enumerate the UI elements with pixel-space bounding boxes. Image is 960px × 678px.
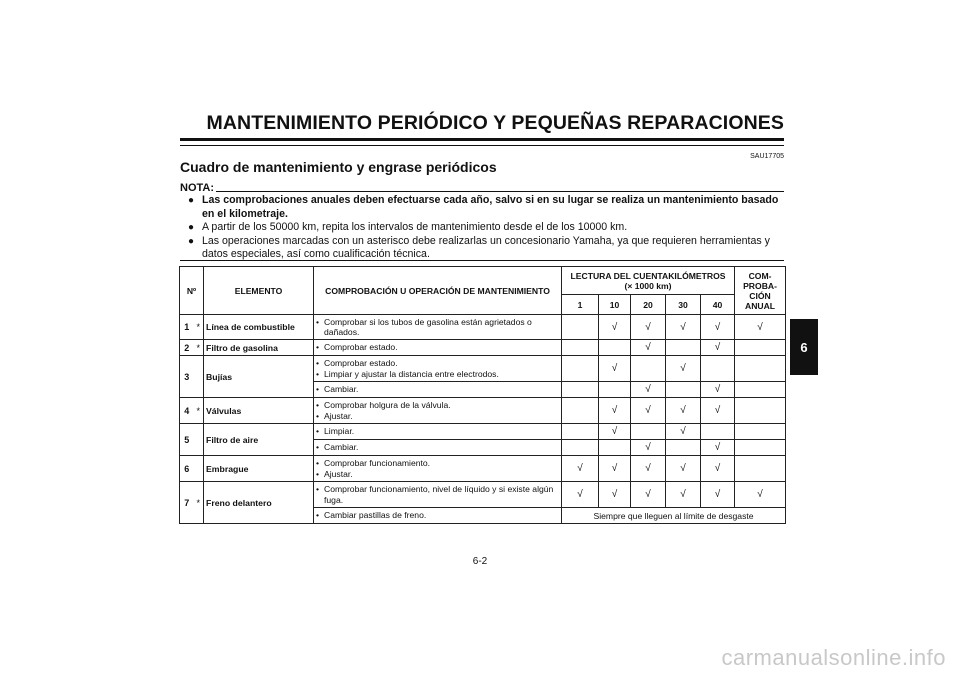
header-km: 40 <box>701 295 735 315</box>
check-mark: √ <box>701 482 735 508</box>
check-mark: √ <box>631 340 666 356</box>
section-title: Cuadro de mantenimiento y engrase periódicos <box>180 159 497 175</box>
check-mark: √ <box>666 356 701 382</box>
bullet-icon: • <box>316 442 320 453</box>
table-row: • Cambiar. √ √ <box>180 440 786 456</box>
section-code: SAU17705 <box>750 153 784 160</box>
check-mark: √ <box>562 456 599 482</box>
table-row: • Cambiar. √ √ <box>180 382 786 398</box>
check-mark: √ <box>631 440 666 456</box>
page-header <box>180 112 784 135</box>
check-mark: √ <box>666 315 701 340</box>
row-element: Bujías <box>204 356 314 398</box>
check-mark: √ <box>599 398 631 424</box>
bullet-icon: • <box>316 510 320 521</box>
check-mark: √ <box>631 382 666 398</box>
table-row: • Cambiar pastillas de freno. Siempre que lleguen al límite de desgaste <box>180 508 786 524</box>
row-element: Filtro de aire <box>204 424 314 456</box>
nota-end-rule <box>180 260 784 261</box>
chapter-tab: 6 <box>790 319 818 375</box>
check-mark: √ <box>701 398 735 424</box>
check-mark: √ <box>631 456 666 482</box>
maintenance-table <box>179 266 786 524</box>
check-mark: √ <box>599 356 631 382</box>
page-number: 6-2 <box>472 556 488 567</box>
nota-rule <box>216 191 784 192</box>
table-row: 1 * Línea de combustible • Comprobar si los tubos de gasolina están agrietados o dañados. √ √ √ √ √ <box>180 315 786 340</box>
check-mark: √ <box>666 456 701 482</box>
check-mark: √ <box>701 440 735 456</box>
check-mark: √ <box>735 315 786 340</box>
header-km: 10 <box>599 295 631 315</box>
row-element: Línea de combustible <box>204 315 314 340</box>
check-mark: √ <box>701 340 735 356</box>
check-mark: √ <box>666 482 701 508</box>
table-row: 4 * Válvulas • Comprobar holgura de la válvula. • Ajustar. √ √ √ √ <box>180 398 786 424</box>
header-operation: COMPROBACIÓN U OPERACIÓN DE MANTENIMIENTO <box>314 267 562 315</box>
header-odometer: LECTURA DEL CUENTAKILÓMETROS (× 1000 km) <box>562 267 735 295</box>
page-title: MANTENIMIENTO PERIÓDICO Y PEQUEÑAS REPARACIONES <box>206 112 784 134</box>
bullet-icon: ● <box>188 195 195 206</box>
header-rule-thin <box>180 145 784 146</box>
bullet-icon: • <box>316 358 320 368</box>
check-mark: √ <box>599 424 631 440</box>
check-mark: √ <box>701 456 735 482</box>
check-mark: √ <box>631 315 666 340</box>
check-mark: √ <box>666 424 701 440</box>
check-mark: √ <box>562 482 599 508</box>
nota-label: NOTA: <box>180 182 215 194</box>
header-element: ELEMENTO <box>204 267 314 315</box>
row-element: Embrague <box>204 456 314 482</box>
bullet-icon: • <box>316 316 320 327</box>
header-km: 1 <box>562 295 599 315</box>
header-rule <box>180 138 784 141</box>
bullet-icon: • <box>316 426 320 437</box>
check-mark: √ <box>599 482 631 508</box>
bullet-icon: • <box>316 410 320 421</box>
bullet-icon: • <box>316 458 320 468</box>
check-mark: √ <box>666 398 701 424</box>
bullet-icon: ● <box>188 222 195 234</box>
bullet-icon: ● <box>188 235 195 247</box>
bullet-icon: • <box>316 484 320 494</box>
wear-limit-note: Siempre que lleguen al límite de desgaste <box>562 508 786 524</box>
header-no: Nº <box>180 267 204 315</box>
watermark: carmanualsonline.info <box>721 645 946 670</box>
check-mark: √ <box>599 456 631 482</box>
nota-item: ● A partir de los 50000 km, repita los intervalos de mantenimiento desde el de los 10000 km. <box>188 221 628 234</box>
bullet-icon: • <box>316 342 320 353</box>
header-annual: COM- PROBA- CIÓN ANUAL <box>735 267 786 315</box>
check-mark: √ <box>701 382 735 398</box>
row-element: Válvulas <box>204 398 314 424</box>
bullet-icon: • <box>316 468 320 479</box>
header-km: 20 <box>631 295 666 315</box>
check-mark: √ <box>631 398 666 424</box>
row-element: Filtro de gasolina <box>204 340 314 356</box>
check-mark: √ <box>701 315 735 340</box>
check-mark: √ <box>735 482 786 508</box>
nota-item: ● Las operaciones marcadas con un asterisco debe realizarlas un concesionario Yamaha, ya que requieren herramientas y datos especiales, así como cualificación técnica. <box>188 234 770 261</box>
table-row: 6 Embrague • Comprobar funcionamiento. • Ajustar. √ √ √ √ √ <box>180 456 786 482</box>
table-row: 5 Filtro de aire • Limpiar. √ √ <box>180 424 786 440</box>
check-mark: √ <box>631 482 666 508</box>
nota-list <box>188 194 786 262</box>
table-row: 3 Bujías • Comprobar estado. • Limpiar y ajustar la distancia entre electrodos. √ √ <box>180 356 786 382</box>
bullet-icon: • <box>316 368 320 379</box>
bullet-icon: • <box>316 400 320 410</box>
bullet-icon: • <box>316 384 320 395</box>
nota-item: ● Las comprobaciones anuales deben efectuarse cada año, salvo si en su lugar se realiza un mantenimiento basado en el kilometraje. <box>188 194 779 220</box>
table-row: 2 * Filtro de gasolina • Comprobar estado. √ √ <box>180 340 786 356</box>
header-km: 30 <box>666 295 701 315</box>
check-mark: √ <box>599 315 631 340</box>
table-row: 7 * Freno delantero • Comprobar funcionamiento, nivel de líquido y si existe algún fuga. √ √ √ √ √ √ <box>180 482 786 508</box>
row-element: Freno delantero <box>204 482 314 524</box>
